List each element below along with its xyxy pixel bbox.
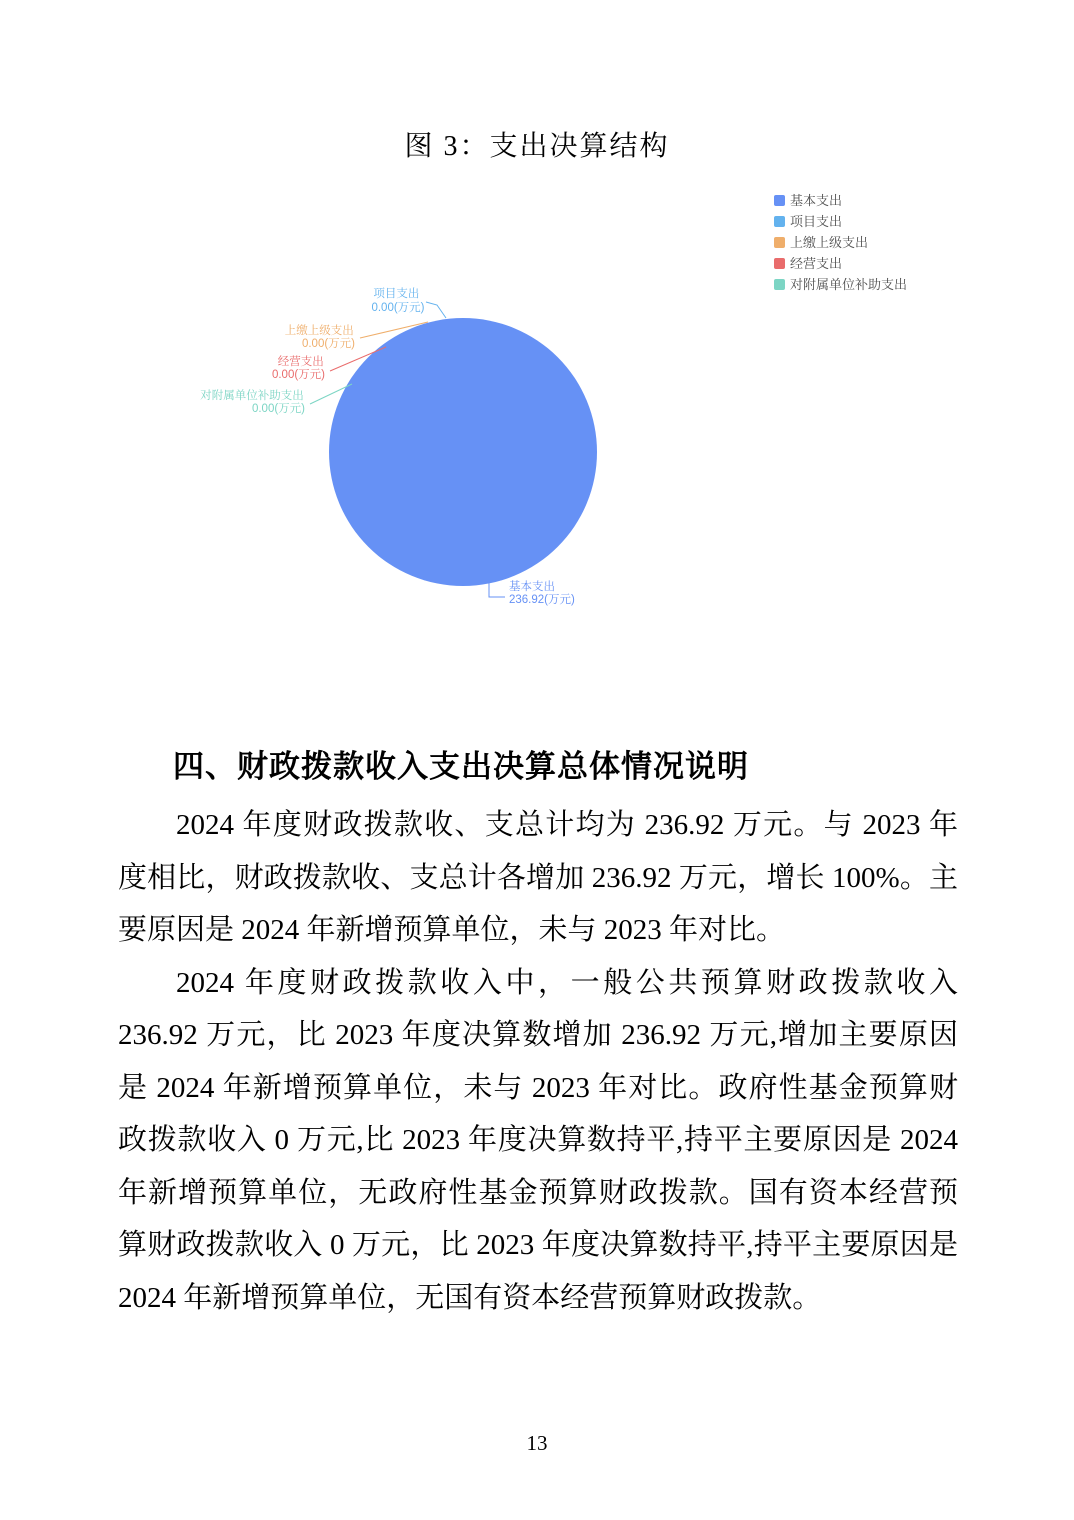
pie-label-value: 0.00(万元) bbox=[301, 338, 355, 350]
legend-swatch-shangjiao-shangji-zhichu bbox=[774, 237, 785, 248]
pie-label-jingying-zhichu bbox=[272, 354, 327, 381]
legend-swatch-jiben-zhichu bbox=[774, 195, 785, 206]
body-paragraph-1: 2024 年度财政拨款收、支总计均为 236.92 万元。与 2023 年度相比，财政拨款收、支总计各增加 236.92 万元，增长 100%。主要原因是 2024 年新增预算单位，未与 2023 年对比。 bbox=[118, 809, 958, 946]
legend-item-jiben-zhichu: 基本支出 bbox=[790, 193, 843, 208]
pie-label-name: 基本支出 bbox=[509, 581, 555, 593]
section-body bbox=[118, 745, 958, 1324]
leader-line-xiangmu-zhichu bbox=[426, 302, 446, 318]
legend-item-shangjiao-shangji-zhichu: 上缴上级支出 bbox=[790, 235, 869, 250]
expenditure-structure-pie-chart bbox=[0, 0, 1074, 660]
legend-swatch-xiangmu-zhichu bbox=[774, 216, 785, 227]
figure-caption: 图 3：支出决算结构 bbox=[404, 131, 670, 162]
pie-label-jiben-zhichu bbox=[509, 579, 575, 606]
legend-swatch-fushu-danwei-buzhu-zhichu bbox=[774, 279, 785, 290]
chart-legend bbox=[774, 193, 907, 292]
legend-item-fushu-danwei-buzhu-zhichu: 对附属单位补助支出 bbox=[790, 277, 908, 292]
pie-label-name: 经营支出 bbox=[277, 356, 324, 368]
body-paragraph-2: 2024 年度财政拨款收入中，一般公共预算财政拨款收入 236.92 万元，比 2023 年度决算数增加 236.92 万元,增加主要原因是 2024 年新增预算单位，未与 2023 年对比。政府性基金预算财政拨款收入 0 万元,比 2023 年度决算数持平,持平主要原因是 2024 年新增预算单位，无政府性基金预算财政拨款。国有资本经营预算财政拨款收入 0 万元，比 2023 年度决算数持平,持平主要原因是 2024 年新增预算单位，无国有资本经营预算财政拨款。 bbox=[118, 966, 958, 1314]
pie-label-value: 0.00(万元) bbox=[271, 369, 325, 381]
pie-label-name: 上缴上级支出 bbox=[284, 325, 354, 337]
legend-swatch-jingying-zhichu bbox=[774, 258, 785, 269]
leader-line-jiben-zhichu bbox=[489, 583, 505, 597]
pie-label-name: 对附属单位补助支出 bbox=[200, 390, 304, 402]
legend-item-xiangmu-zhichu: 项目支出 bbox=[790, 214, 843, 229]
pie-slice-jiben-zhichu bbox=[329, 318, 597, 586]
section-heading: 四、财政拨款收入支出决算总体情况说明 bbox=[173, 749, 749, 784]
pie-label-value: 0.00(万元) bbox=[251, 403, 305, 415]
pie-label-xiangmu-zhichu bbox=[371, 286, 424, 314]
pie-label-value: 236.92(万元) bbox=[509, 594, 575, 606]
pie-chart-svg bbox=[0, 0, 1074, 660]
legend-item-jingying-zhichu: 经营支出 bbox=[790, 256, 843, 271]
page-number: 13 bbox=[526, 1431, 548, 1455]
pie-label-name: 项目支出 bbox=[373, 288, 420, 300]
pie-label-shangjiao-shangji-zhichu bbox=[285, 323, 357, 350]
pie-label-fushu-danwei-buzhu-zhichu bbox=[200, 388, 307, 415]
pie-label-value: 0.00(万元) bbox=[371, 302, 425, 314]
